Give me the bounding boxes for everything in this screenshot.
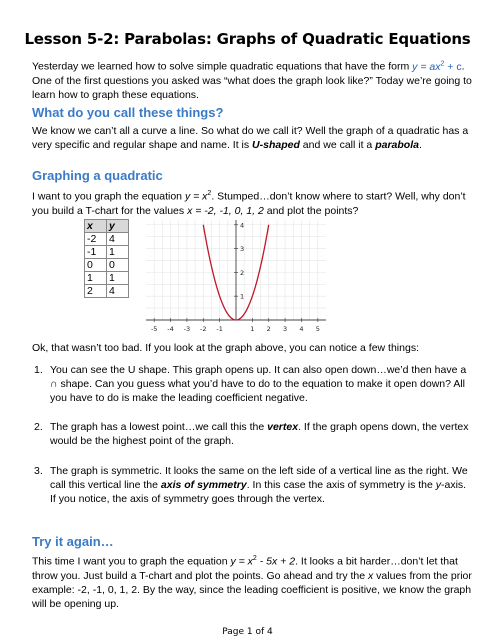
s3-text-b: . It looks a bit harder…don’t let that throw you. Just build a T-chart and plot the points. Go ahead and try the	[32, 555, 458, 582]
list-item-text: The graph has a lowest point…we call this the	[50, 421, 268, 433]
section1-paragraph	[32, 124, 472, 152]
t-chart-header-x: x	[85, 220, 107, 233]
x-tick-label: -4	[167, 325, 174, 333]
graph-tick-labels	[151, 221, 320, 333]
x-tick-label: 3	[283, 325, 288, 333]
section3-heading: Try it again…	[32, 534, 114, 549]
t-chart-row	[85, 233, 129, 246]
list-item	[34, 363, 470, 405]
t-chart-table	[84, 219, 129, 298]
list-item-text-e: -axis. If you notice, the axis of symmetry goes through the vertex.	[50, 479, 467, 505]
t-chart-cell: 4	[107, 233, 129, 246]
t-chart	[84, 219, 129, 298]
s1-parabola: parabola	[375, 139, 419, 151]
x-tick-label: 5	[315, 325, 320, 333]
s3-eq2: - 5x + 2	[256, 555, 296, 568]
t-chart-cell: 1	[107, 246, 129, 259]
section2-paragraph	[32, 187, 472, 218]
s2-xvals: x = -2, -1, 0, 1, 2	[187, 204, 264, 217]
x-tick-label: 1	[250, 325, 255, 333]
intro-sup: 2	[440, 60, 445, 67]
y-axis-var: y	[435, 479, 442, 491]
page-footer: Page 1 of 4	[222, 627, 273, 637]
t-chart-header-y: y	[107, 220, 129, 233]
t-chart-row	[85, 272, 129, 285]
s3-x: x	[368, 569, 374, 582]
list-item-number: 2.	[34, 421, 43, 433]
list-item-text: You can see the U shape. This graph opens up. It can also open down…we’d then have a ∩ shape. Can you guess what you’d have to do to the equation to make it open down? All you have to do is make the leading coefficient negative.	[50, 364, 467, 404]
y-tick-label: 3	[240, 245, 245, 254]
list-item	[34, 464, 470, 506]
intro-equation	[412, 61, 461, 73]
t-chart-header-row	[85, 220, 129, 233]
s2-text-a: I want to you graph the equation	[32, 190, 185, 203]
t-chart-row	[85, 246, 129, 259]
s2-text-b: . Stumped…don’t know where to start? Well, why don’t you build a T-chart for the values	[32, 190, 466, 217]
t-chart-cell: 4	[107, 285, 129, 298]
s1-text-a: We know we can’t all a curve a line. So what do we call it? Well the graph of a quadratic has a very specific and regular shape and name. It is	[32, 125, 469, 151]
s2-text-c: and plot the points?	[263, 204, 359, 217]
t-chart-cell: 0	[85, 259, 107, 272]
s3-eq: y = x	[230, 555, 253, 568]
t-chart-cell: -1	[85, 246, 107, 259]
intro-text-a: Yesterday we learned how to solve simple quadratic equations that have the form	[32, 60, 413, 73]
list-item-text-c: . If the graph opens down, the vertex would be the highest point of the graph.	[50, 421, 469, 447]
after-graph-text: Ok, that wasn’t too bad. If you look at the graph above, you can notice a few things:	[32, 342, 419, 354]
intro-eq: y = ax	[412, 60, 441, 73]
x-tick-label: -1	[216, 325, 223, 333]
s3-text-a: This time I want you to graph the equation	[32, 555, 231, 568]
t-chart-cell: -2	[85, 233, 107, 246]
x-tick-label: -3	[183, 325, 191, 333]
section1-heading: What do you call these things?	[32, 105, 224, 120]
s3-text-c: values from the prior example: -2, -1, 0, 1, 2. By the way, since the leading coefficient is positive, we know the graph will be opening up.	[32, 569, 472, 610]
section2-heading: Graphing a quadratic	[32, 168, 163, 183]
s1-ushaped: U-shaped	[252, 139, 300, 151]
y-tick-label: 2	[240, 268, 245, 277]
y-tick-label: 1	[240, 292, 245, 301]
s3-sup: 2	[252, 555, 257, 562]
s2-eq: y = x	[184, 190, 208, 203]
s2-sup: 2	[207, 190, 212, 197]
s1-text-c: .	[418, 139, 422, 151]
list-item	[34, 420, 470, 448]
t-chart-cell: 1	[85, 272, 107, 285]
t-chart-cell: 1	[107, 272, 129, 285]
y-tick-label: 4	[240, 221, 245, 230]
axis-of-symmetry-term: axis of symmetry	[160, 479, 247, 491]
intro-text-b: . One of the first questions you asked was “what does the graph look like?” Today we’re going to learn how to graph these equations.	[32, 60, 472, 101]
list-item-text-c: . In this case the axis of symmetry is the	[246, 479, 436, 491]
graph-axes	[146, 220, 326, 322]
x-tick-label: 4	[299, 325, 304, 333]
x-tick-label: 2	[266, 325, 271, 333]
s1-text-b: and we call it a	[299, 139, 376, 151]
intro-paragraph	[32, 57, 472, 102]
t-chart-row	[85, 285, 129, 298]
t-chart-row	[85, 259, 129, 272]
section3-paragraph	[32, 552, 472, 611]
list-item-text: The graph is symmetric. It looks the same on the left side of a vertical line as the right. We call this vertical line the	[50, 465, 468, 491]
intro-eq2: + c	[444, 60, 462, 73]
x-tick-label: -2	[200, 325, 207, 333]
list-item-number: 1.	[34, 364, 43, 376]
t-chart-cell: 0	[107, 259, 129, 272]
x-tick-label: -5	[150, 325, 158, 333]
page-title: Lesson 5-2: Parabolas: Graphs of Quadratic Equations	[24, 30, 471, 48]
list-item-number: 3.	[34, 465, 43, 477]
parabola-graph	[140, 216, 332, 334]
vertex-term: vertex	[267, 421, 299, 433]
t-chart-cell: 2	[85, 285, 107, 298]
